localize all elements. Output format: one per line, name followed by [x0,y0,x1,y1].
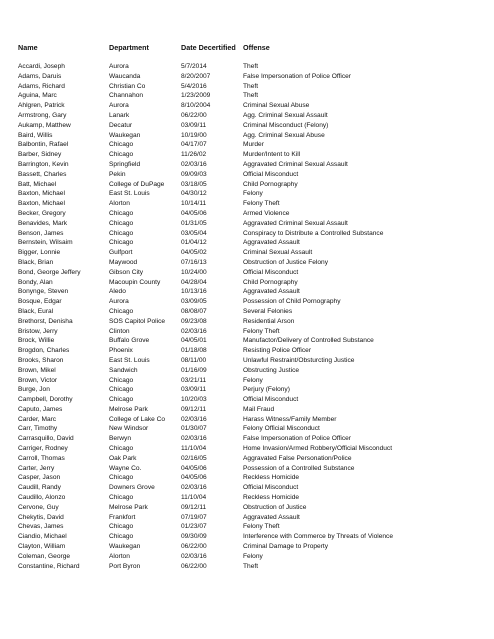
cell-date-decertified: 10/13/16 [181,288,207,296]
cell-offense: Obstruction of Justice [243,503,307,511]
cell-department: Melrose Park [109,503,148,511]
cell-offense: Official Misconduct [243,170,299,178]
cell-date-decertified: 10/19/00 [181,131,207,139]
cell-offense: False Impersonation of Police Officer [243,72,351,80]
table-header [0,43,494,55]
cell-date-decertified: 09/23/08 [181,317,207,325]
cell-department: Christian Co [109,82,146,90]
cell-name: Black, Brian [18,258,54,266]
cell-name: Adams, Daruis [18,72,62,80]
cell-name: Brethorst, Denisha [18,317,73,325]
cell-department: East St. Louis [109,356,150,364]
cell-date-decertified: 04/05/06 [181,464,207,472]
cell-date-decertified: 04/05/02 [181,249,207,257]
cell-date-decertified: 02/16/05 [181,454,207,462]
cell-department: Chicago [109,141,134,149]
cell-date-decertified: 02/03/16 [181,552,207,560]
table-row [0,503,494,513]
cell-department: Melrose Park [109,405,148,413]
table-row [0,199,494,209]
header-department: Department [109,43,149,52]
cell-name: Bosque, Edgar [18,298,62,306]
cell-offense: Child Pornography [243,278,298,286]
cell-department: Chicago [109,396,134,404]
table-row [0,121,494,131]
cell-date-decertified: 11/10/04 [181,494,207,502]
cell-name: Becker, Gregory [18,209,66,217]
table-row [0,278,494,288]
cell-date-decertified: 04/05/06 [181,474,207,482]
cell-department: Alorton [109,552,130,560]
cell-name: Ciandio, Michael [18,533,67,541]
cell-date-decertified: 01/31/05 [181,219,207,227]
cell-date-decertified: 01/16/09 [181,366,207,374]
cell-offense: Aggravated Assault [243,513,300,521]
cell-offense: Felony Theft [243,327,280,335]
cell-offense: Theft [243,63,259,70]
cell-department: New Windsor [109,425,149,433]
cell-offense: Official Misconduct [243,396,299,404]
cell-offense: Child Pornography [243,180,298,188]
table-row [0,532,494,542]
table-row [0,415,494,425]
cell-name: Caudill, Randy [18,484,61,492]
table-body [0,62,494,571]
table-row [0,101,494,111]
cell-department: College of DuPage [109,180,165,188]
table-row [0,287,494,297]
cell-department: Decatur [109,121,133,129]
cell-department: Port Byron [109,562,141,570]
cell-offense: Theft [243,562,259,570]
cell-department: Chicago [109,209,134,217]
table-row [0,562,494,572]
cell-offense: Felony Theft [243,523,280,531]
cell-offense: Residential Arson [243,317,295,325]
table-row [0,395,494,405]
cell-offense: Theft [243,92,259,100]
cell-department: Gibson City [109,268,144,276]
cell-name: Bassett, Charles [18,170,67,178]
cell-date-decertified: 5/7/2014 [181,63,207,70]
cell-offense: Obstructing Justice [243,366,300,374]
table-row [0,385,494,395]
table-row [0,297,494,307]
cell-department: Gulfport [109,249,133,257]
cell-offense: False Impersonation of Police Officer [243,435,351,443]
table-row [0,405,494,415]
cell-date-decertified: 10/14/11 [181,200,207,208]
cell-date-decertified: 04/30/12 [181,190,207,198]
cell-date-decertified: 02/03/16 [181,435,207,443]
table-row [0,327,494,337]
cell-department: SOS Capitol Police [109,317,166,325]
header-date-decertified: Date Decertified [181,43,236,52]
cell-offense: Obstruction of Justice Felony [243,258,329,266]
table-row [0,493,494,503]
cell-offense: Criminal Sexual Abuse [243,102,310,110]
cell-department: Aledo [109,288,126,296]
table-row [0,552,494,562]
cell-date-decertified: 09/12/11 [181,405,207,413]
cell-date-decertified: 04/05/06 [181,209,207,217]
cell-date-decertified: 02/03/16 [181,415,207,423]
table-row [0,62,494,72]
cell-department: Frankfort [109,513,136,521]
cell-offense: Agg. Criminal Sexual Assault [243,111,328,119]
cell-offense: Agg. Criminal Sexual Abuse [243,131,325,139]
table-row [0,513,494,523]
cell-offense: Felony [243,376,263,384]
cell-date-decertified: 04/05/01 [181,337,207,345]
cell-date-decertified: 07/16/13 [181,258,207,266]
cell-department: Aurora [109,63,129,70]
cell-date-decertified: 03/21/11 [181,376,207,384]
cell-offense: Several Felonies [243,307,293,315]
table-row [0,229,494,239]
table-row [0,522,494,532]
cell-department: Chicago [109,494,134,502]
cell-offense: Manufactor/Delivery of Controlled Substance [243,337,374,345]
cell-offense: Criminal Sexual Assault [243,249,313,257]
cell-date-decertified: 03/18/05 [181,180,207,188]
cell-department: Waucanda [109,72,141,80]
cell-department: Chicago [109,386,134,394]
table-row [0,464,494,474]
cell-name: Black, Eural [18,307,54,315]
cell-date-decertified: 09/12/11 [181,503,207,511]
cell-name: Carrasquillo, David [18,435,74,443]
cell-name: Bristow, Jerry [18,327,58,335]
cell-department: Alorton [109,200,130,208]
cell-offense: Possession of Child Pornography [243,298,341,306]
cell-date-decertified: 06/22/00 [181,111,207,119]
cell-offense: Felony [243,552,263,560]
cell-date-decertified: 07/19/07 [181,513,207,521]
cell-department: Channahon [109,92,144,100]
cell-department: Maywood [109,258,138,266]
cell-name: Casper, Jason [18,474,61,482]
cell-name: Baxton, Michael [18,200,65,208]
cell-name: Ahlgren, Patrick [18,102,65,110]
cell-date-decertified: 10/24/00 [181,268,207,276]
cell-offense: Official Misconduct [243,484,299,492]
cell-name: Campbell, Dorothy [18,396,73,404]
cell-name: Balbontin, Rafael [18,141,69,149]
table-row [0,238,494,248]
table-row [0,140,494,150]
cell-name: Clayton, William [18,543,66,551]
cell-offense: Possession of a Controlled Substance [243,464,355,472]
cell-date-decertified: 10/20/03 [181,396,207,404]
cell-department: Lanark [109,111,130,119]
cell-department: Clinton [109,327,130,335]
header-name: Name [18,43,38,52]
table-row [0,444,494,454]
cell-department: Sandwich [109,366,138,374]
cell-department: Chicago [109,376,134,384]
cell-offense: Perjury (Felony) [243,386,290,394]
cell-offense: Armed Violence [243,209,290,217]
cell-date-decertified: 5/4/2016 [181,82,207,90]
table-row [0,160,494,170]
cell-date-decertified: 08/11/00 [181,356,207,364]
cell-department: Chicago [109,533,134,541]
cell-department: Chicago [109,239,134,247]
cell-name: Carr, Timothy [18,425,58,433]
cell-offense: Aggravated Criminal Sexual Assault [243,160,348,168]
table-row [0,150,494,160]
cell-name: Benson, James [18,229,64,237]
table-row [0,356,494,366]
cell-date-decertified: 8/20/2007 [181,72,211,80]
table-row [0,91,494,101]
cell-department: Chicago [109,307,134,315]
cell-department: Chicago [109,229,134,237]
cell-date-decertified: 04/17/07 [181,141,207,149]
cell-offense: Criminal Damage to Property [243,543,329,551]
table-row [0,542,494,552]
cell-name: Caudillo, Alonzo [18,494,66,502]
cell-offense: Criminal Misconduct (Felony) [243,121,329,129]
cell-date-decertified: 02/03/16 [181,484,207,492]
cell-date-decertified: 04/28/04 [181,278,207,286]
cell-department: Chicago [109,445,134,453]
cell-date-decertified: 1/23/2009 [181,92,211,100]
cell-date-decertified: 03/09/05 [181,298,207,306]
cell-offense: Mail Fraud [243,405,275,413]
cell-offense: Unlawful Restraint/Obsturcting Justice [243,356,355,364]
cell-date-decertified: 03/05/04 [181,229,207,237]
cell-name: Accardi, Joseph [18,63,65,70]
cell-name: Bonynge, Steven [18,288,69,296]
cell-name: Constantine, Richard [18,562,80,570]
cell-name: Bigger, Lonnie [18,249,61,257]
table-row [0,336,494,346]
cell-name: Brown, Mikel [18,366,56,374]
cell-date-decertified: 02/03/16 [181,327,207,335]
table-row [0,424,494,434]
cell-offense: Aggravated Assault [243,239,300,247]
table-row [0,483,494,493]
cell-department: Wayne Co. [109,464,142,472]
cell-date-decertified: 03/09/11 [181,386,207,394]
cell-department: Phoenix [109,347,133,355]
table-row [0,180,494,190]
cell-offense: Harass Witness/Family Member [243,415,337,423]
cell-department: Pekin [109,170,126,178]
cell-offense: Reckless Homicide [243,474,300,482]
cell-name: Baird, Willis [18,131,53,139]
cell-offense: Murder/Intent to Kill [243,151,301,159]
cell-name: Chevas, James [18,523,64,531]
cell-department: East St. Louis [109,190,150,198]
cell-offense: Official Misconduct [243,268,299,276]
cell-department: Chicago [109,523,134,531]
cell-offense: Felony [243,190,263,198]
cell-name: Brooks, Sharon [18,356,64,364]
cell-department: Macoupin County [109,278,161,286]
cell-name: Carder, Marc [18,415,57,423]
cell-name: Bond, George Jeffery [18,268,81,276]
table-row [0,376,494,386]
cell-name: Brock, Willie [18,337,55,345]
cell-name: Chekytis, David [18,513,64,521]
cell-name: Armstrong, Gary [18,111,67,119]
table-row [0,248,494,258]
cell-offense: Interference with Commerce by Threats of Violence [243,533,394,541]
cell-department: College of Lake Co [109,415,166,423]
cell-date-decertified: 01/23/07 [181,523,207,531]
cell-name: Benavides, Mark [18,219,68,227]
cell-name: Brown, Victor [18,376,58,384]
cell-date-decertified: 11/26/02 [181,151,207,159]
cell-date-decertified: 11/10/04 [181,445,207,453]
table-row [0,131,494,141]
cell-department: Waukegan [109,131,141,139]
cell-department: Aurora [109,102,129,110]
cell-date-decertified: 02/03/16 [181,160,207,168]
cell-name: Aukamp, Matthew [18,121,71,129]
cell-name: Brogdon, Charles [18,347,70,355]
cell-name: Aguina, Marc [18,92,57,100]
table-row [0,268,494,278]
cell-department: Aurora [109,298,129,306]
cell-date-decertified: 01/30/07 [181,425,207,433]
cell-name: Bondy, Alan [18,278,53,286]
cell-offense: Felony Theft [243,200,280,208]
table-row [0,258,494,268]
cell-date-decertified: 01/18/08 [181,347,207,355]
cell-date-decertified: 8/10/2004 [181,102,211,110]
cell-date-decertified: 06/22/00 [181,562,207,570]
cell-offense: Murder [243,141,264,149]
header-offense: Offense [243,43,270,52]
cell-department: Berwyn [109,435,131,443]
cell-offense: Aggravated Criminal Sexual Assault [243,219,348,227]
table-row [0,111,494,121]
table-row [0,434,494,444]
cell-department: Chicago [109,219,134,227]
cell-name: Baxton, Michael [18,190,65,198]
cell-name: Caputo, James [18,405,63,413]
cell-department: Chicago [109,151,134,159]
cell-name: Carter, Jerry [18,464,55,472]
cell-offense: Reckless Homicide [243,494,300,502]
table-row [0,366,494,376]
cell-date-decertified: 01/04/12 [181,239,207,247]
cell-date-decertified: 08/08/07 [181,307,207,315]
cell-name: Carriger, Rodney [18,445,68,453]
cell-name: Adams, Richard [18,82,65,90]
cell-department: Springfield [109,160,141,168]
cell-date-decertified: 06/22/00 [181,543,207,551]
table-row [0,454,494,464]
cell-name: Burge, Jon [18,386,50,394]
cell-name: Bernstein, Wilsaim [18,239,73,247]
cell-name: Carroll, Thomas [18,454,65,462]
cell-date-decertified: 03/09/11 [181,121,207,129]
cell-offense: Felony Official Misconduct [243,425,320,433]
table-row [0,209,494,219]
table-row [0,219,494,229]
cell-department: Waukegan [109,543,141,551]
cell-offense: Conspiracy to Distribute a Controlled Substance [243,229,384,237]
cell-department: Buffalo Grove [109,337,150,345]
cell-name: Barber, Sidney [18,151,62,159]
table-row [0,317,494,327]
cell-offense: Aggravated Assault [243,288,300,296]
table-row [0,346,494,356]
cell-offense: Resisting Police Officer [243,347,312,355]
cell-department: Oak Park [109,454,137,462]
table-row [0,170,494,180]
table-row [0,307,494,317]
cell-name: Cervone, Guy [18,503,59,511]
cell-department: Chicago [109,474,134,482]
cell-name: Coleman, George [18,552,71,560]
cell-offense: Theft [243,82,259,90]
cell-date-decertified: 09/30/09 [181,533,207,541]
table-row [0,473,494,483]
cell-name: Batt, Michael [18,180,57,188]
table-row [0,189,494,199]
cell-name: Barrington, Kevin [18,160,69,168]
cell-date-decertified: 09/09/03 [181,170,207,178]
cell-department: Downers Grove [109,484,155,492]
cell-offense: Home Invasion/Armed Robbery/Official Misconduct [243,445,393,453]
table-row [0,72,494,82]
table-row [0,82,494,92]
cell-offense: Aggravated False Personation/Police [243,454,352,462]
